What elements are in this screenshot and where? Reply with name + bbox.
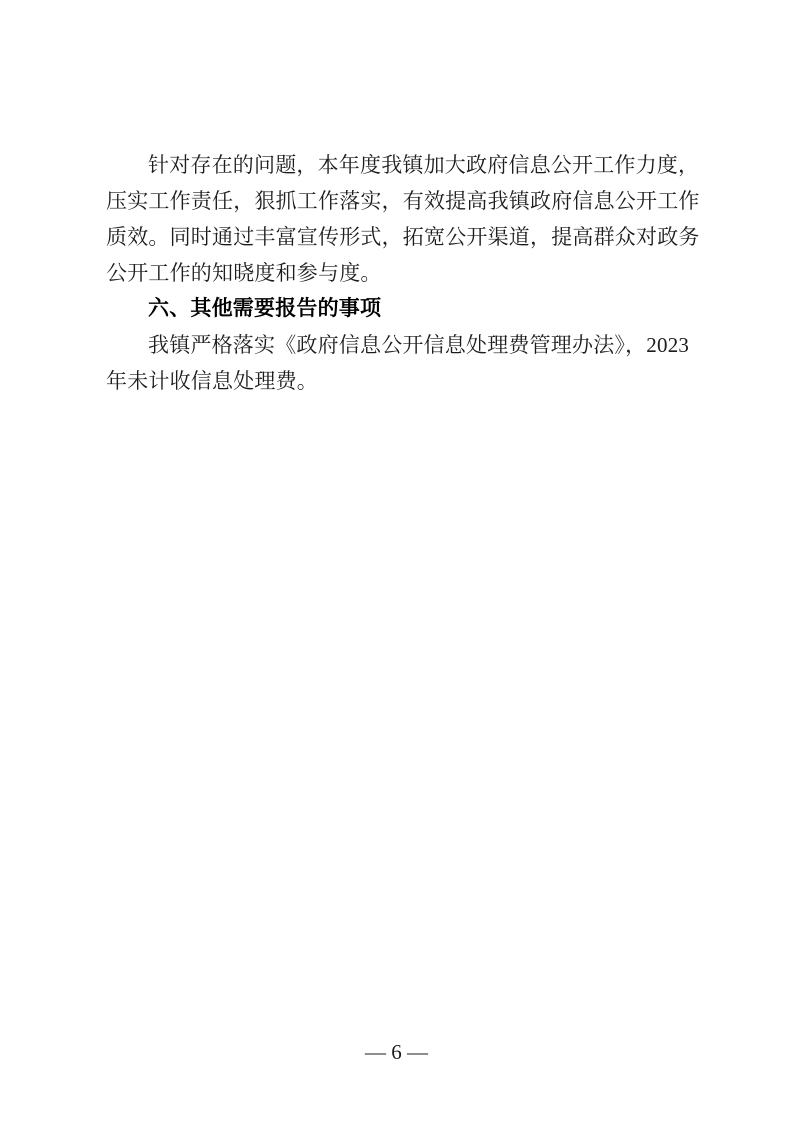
paragraph-1-line-2: 压实工作责任，狠抓工作落实，有效提高我镇政府信息公开工作	[106, 189, 700, 213]
section-heading: 六、其他需要报告的事项	[148, 297, 382, 320]
paragraph-1-line-4: 公开工作的知晓度和参与度。	[106, 261, 382, 285]
paragraph-1-line-3: 质效。同时通过丰富宣传形式，拓宽公开渠道，提高群众对政务	[106, 225, 700, 249]
document-body	[106, 147, 700, 399]
paragraph-1	[106, 147, 700, 291]
paragraph-2-line-1: 我镇严格落实《政府信息公开信息处理费管理办法》，2023	[148, 333, 690, 357]
page-number: — 6 —	[365, 1040, 428, 1064]
paragraph-1-line-1: 针对存在的问题，本年度我镇加大政府信息公开工作力度，	[148, 153, 700, 177]
paragraph-2-line-2: 年未计收信息处理费。	[106, 369, 318, 393]
paragraph-2	[106, 327, 696, 399]
